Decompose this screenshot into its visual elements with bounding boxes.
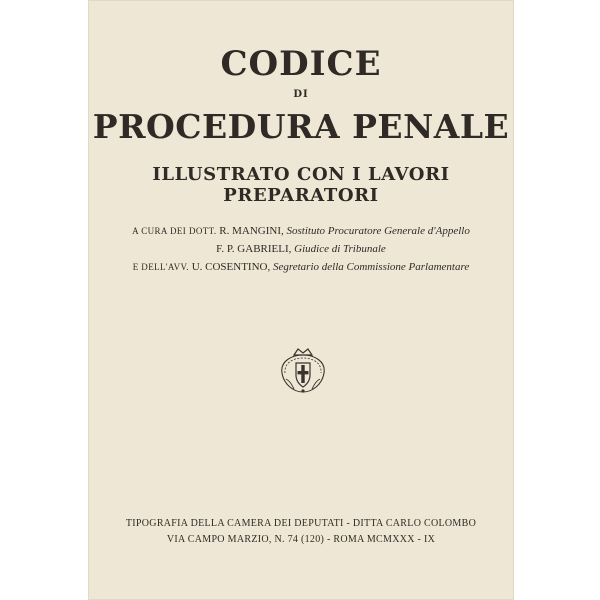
credit-role: Segretario della Commissione Parlamentare: [272, 261, 470, 273]
title-line-codice: CODICE: [220, 44, 382, 84]
credit-line-mangini: [88, 222, 514, 240]
publisher-block: [88, 516, 514, 548]
credits-block: [88, 222, 514, 276]
title-line-di: DI: [293, 89, 309, 100]
subtitle: ILLUSTRATO CON I LAVORI PREPARATORI: [152, 164, 450, 206]
credit-prefix: A CURA DEI: [132, 226, 187, 236]
credit-line-gabrieli: [88, 240, 514, 258]
savoy-coat-of-arms-icon: [272, 345, 334, 395]
credit-role: Giudice di Tribunale: [294, 243, 386, 255]
publisher-line-2: VIA CAMPO MARZIO, N. 74 (120) - ROMA MCMXXX - IX: [166, 534, 436, 545]
credit-title: DOTT.: [188, 226, 217, 236]
credit-prefix: E DELL': [132, 262, 168, 272]
title-page: [88, 0, 514, 600]
credit-name: R. MANGINI,: [219, 225, 284, 237]
publisher-line-1: TIPOGRAFIA DELLA CAMERA DEI DEPUTATI - DITTA CARLO COLOMBO: [125, 518, 477, 529]
credit-line-cosentino: [88, 258, 514, 276]
title-line-procedura-penale: PROCEDURA PENALE: [92, 107, 510, 146]
credit-title: AVV.: [167, 262, 189, 272]
credit-role: Sostituto Procuratore Generale d'Appello: [286, 225, 470, 237]
credit-name: U. COSENTINO,: [191, 261, 271, 273]
credit-name: F. P. GABRIELI,: [216, 243, 292, 255]
